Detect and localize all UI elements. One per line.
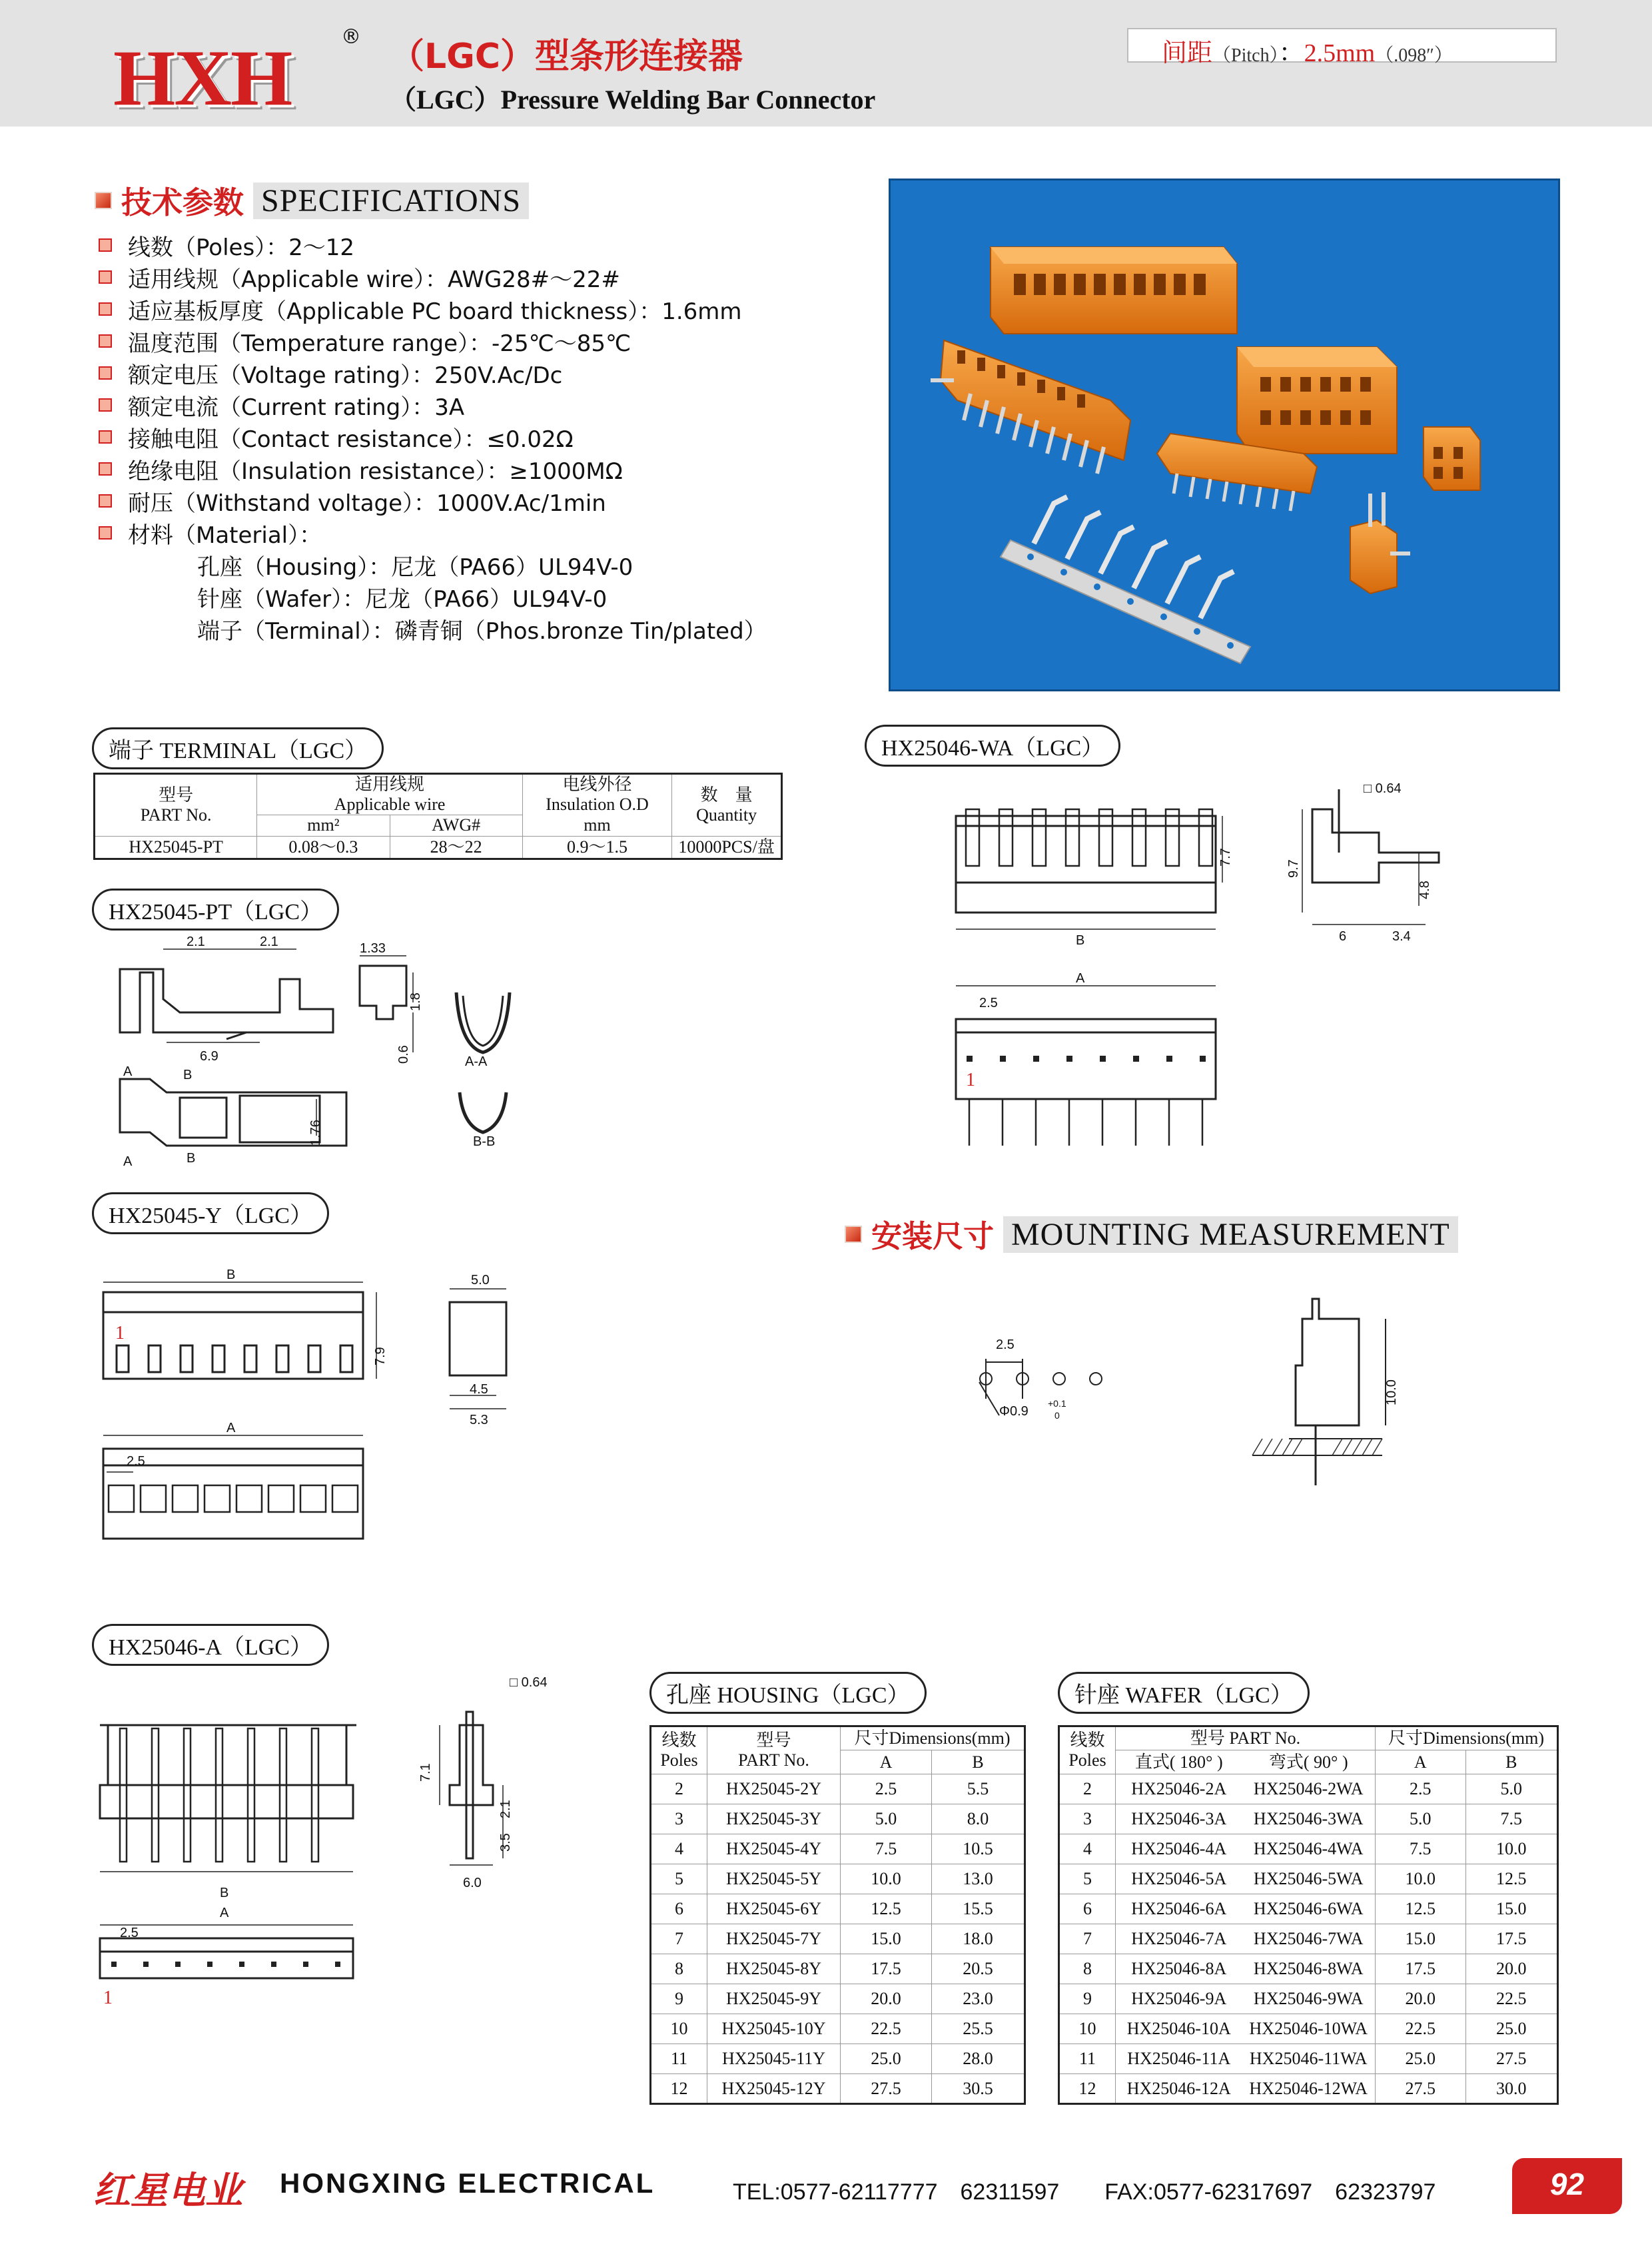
dim-mount-tol0: 0 [1054, 1410, 1060, 1421]
specs-heading-cn: 技术参数 [121, 185, 244, 220]
spec-text: 线数（Poles）：2～12 [128, 234, 355, 261]
table-cell: HX25046-4WA [1242, 1834, 1376, 1864]
table-cell: 8.0 [932, 1804, 1025, 1834]
pitch-label-cn: 间距 [1162, 39, 1213, 67]
table-cell: 12.5 [841, 1894, 932, 1924]
table-cell: 22.5 [1465, 1984, 1557, 2014]
table-cell: 5.0 [841, 1804, 932, 1834]
wafer-table-body [1059, 1774, 1558, 2104]
housing-drawing [97, 1266, 563, 1559]
table-row [651, 1834, 1025, 1864]
table-cell: 27.5 [841, 2074, 932, 2104]
table-cell: 23.0 [932, 1984, 1025, 2014]
table-cell: HX25046-5WA [1242, 1864, 1376, 1894]
wafer-table [1058, 1725, 1559, 2105]
th-qty-cn: 数 量 [700, 785, 753, 805]
table-cell: HX25045-7Y [707, 1924, 841, 1954]
table-cell: 15.5 [932, 1894, 1025, 1924]
table-cell: HX25046-12A [1116, 2074, 1242, 2104]
housing-12p-photo [991, 247, 1237, 334]
table-row [1059, 1954, 1558, 1984]
spec-text: 耐压（Withstand voltage）：1000V.Ac/1min [128, 490, 606, 517]
table-cell: HX25046-10A [1116, 2014, 1242, 2044]
bullet-square-icon [99, 430, 112, 444]
table-cell: 15.0 [1465, 1894, 1557, 1924]
table-row [1059, 2074, 1558, 2104]
table-cell: 25.0 [1465, 2014, 1557, 2044]
bullet-square-icon [99, 398, 112, 412]
spec-row [99, 325, 767, 357]
dim-wa-a: A [1076, 971, 1085, 986]
table-cell: HX25046-8WA [1242, 1954, 1376, 1984]
table-cell: 28.0 [932, 2044, 1025, 2074]
dim-wa-4-8: 4.8 [1418, 881, 1432, 899]
table-cell: HX25046-2WA [1242, 1774, 1376, 1804]
table-cell: 9 [1059, 1984, 1116, 2014]
pitch-colon: ： [1278, 39, 1304, 67]
table-cell: 12 [1059, 2074, 1116, 2104]
wafer-angle-drawing [946, 773, 1465, 1152]
th-wire-cn: 适用线规 [355, 775, 425, 794]
dim-2-1b: 2.1 [260, 934, 278, 949]
table-cell: 11 [1059, 2044, 1116, 2074]
table-row [651, 1804, 1025, 1834]
terminal-strip-photo [1001, 497, 1250, 663]
dim-y-7-9: 7.9 [373, 1347, 388, 1365]
table-cell: 20.0 [1376, 1984, 1466, 2014]
table-row [1059, 1774, 1558, 1804]
th-b: B [1465, 1750, 1557, 1774]
table-cell: HX25045-5Y [707, 1864, 841, 1894]
a-pill: HX25046-A（LGC） [92, 1624, 329, 1666]
pin1-marker: 1 [966, 1070, 975, 1090]
th-poles-cn: 线数 [1070, 1730, 1105, 1750]
table-cell: HX25046-8A [1116, 1954, 1242, 1984]
dim-2-1a: 2.1 [187, 934, 205, 949]
table-row [1059, 2044, 1558, 2074]
table-row [1059, 1864, 1558, 1894]
connector-photo-illustration [891, 181, 1558, 689]
table-cell: 25.5 [932, 2014, 1025, 2044]
table-cell: 17.5 [841, 1954, 932, 1984]
th-b: B [932, 1750, 1025, 1774]
label-a1-bottom: A [123, 1154, 133, 1169]
table-row [1059, 1924, 1558, 1954]
table-cell: HX25046-9WA [1242, 1984, 1376, 2014]
table-cell: HX25046-3A [1116, 1804, 1242, 1834]
table-cell: 5.5 [932, 1774, 1025, 1804]
housing-table-body [651, 1774, 1025, 2104]
table-row [651, 2044, 1025, 2074]
table-cell: 3 [651, 1804, 707, 1834]
dim-y-4-5: 4.5 [470, 1382, 488, 1397]
mounting-heading [845, 1212, 1458, 1256]
table-cell: 20.0 [841, 1984, 932, 2014]
footer-company-cn: 红星电业 [93, 2169, 242, 2213]
table-cell: 10 [1059, 2014, 1116, 2044]
cell-qty: 10000PCS/盘 [678, 837, 775, 857]
table-row [1059, 1804, 1558, 1834]
table-cell: 10.0 [1376, 1864, 1466, 1894]
table-cell: 5.0 [1465, 1774, 1557, 1804]
spec-row [99, 357, 767, 389]
cell-od: 0.9～1.5 [522, 836, 671, 859]
wafer-single-photo [1350, 492, 1410, 593]
terminal-pill: 端子 TERMINAL（LGC） [92, 727, 384, 769]
bullet-square-icon [99, 462, 112, 476]
spec-row [99, 453, 767, 485]
footer-contacts: TEL:0577-62117777 62311597 FAX:0577-62317697 62323797 [733, 2179, 1436, 2205]
dim-wa-b: B [1076, 933, 1085, 948]
table-cell: HX25046-12WA [1242, 2074, 1376, 2104]
table-cell: 12 [651, 2074, 707, 2104]
table-cell: 25.0 [1376, 2044, 1466, 2074]
dim-1-8: 1.8 [408, 992, 423, 1011]
table-row [1059, 1894, 1558, 1924]
pitch-label-en: （Pitch） [1212, 45, 1279, 66]
table-cell: 15.0 [1376, 1924, 1466, 1954]
table-cell: HX25046-11A [1116, 2044, 1242, 2074]
spec-row [99, 229, 767, 261]
table-cell: 2 [1059, 1774, 1116, 1804]
spec-text: 适应基板厚度（Applicable PC board thickness）：1.6mm [128, 298, 742, 325]
th-od-en: Insulation O.D [546, 795, 649, 815]
table-cell: 25.0 [841, 2044, 932, 2074]
dim-a-a: A [220, 1906, 229, 1920]
th-angle: 弯式( 90° ) [1242, 1750, 1376, 1774]
section-square-icon [95, 192, 112, 209]
table-cell: 10 [651, 2014, 707, 2044]
table-row [651, 1864, 1025, 1894]
dim-a-2-5: 2.5 [120, 1926, 139, 1940]
spec-row [99, 293, 767, 325]
mounting-drawing [959, 1292, 1439, 1505]
dim-a-6-0: 6.0 [463, 1876, 482, 1890]
table-cell: 5 [1059, 1864, 1116, 1894]
th-poles-en: Poles [1068, 1750, 1106, 1770]
th-part-cn: 型号 [159, 785, 194, 805]
table-cell: 8 [1059, 1954, 1116, 1984]
th-part-cn: 型号 [756, 1730, 791, 1750]
dim-mount-2-5: 2.5 [996, 1337, 1015, 1352]
table-cell: 13.0 [932, 1864, 1025, 1894]
table-cell: 20.5 [932, 1954, 1025, 1984]
table-cell: HX25046-5A [1116, 1864, 1242, 1894]
spec-text: 接触电阻（Contact resistance）：≤0.02Ω [128, 426, 574, 453]
table-cell: 3 [1059, 1804, 1116, 1834]
dim-a-3-5: 3.5 [498, 1833, 513, 1852]
dim-mount-tol: +0.1 [1048, 1398, 1066, 1409]
footer-company-en: HONGXING ELECTRICAL [280, 2167, 655, 2199]
dim-a-b: B [220, 1886, 229, 1900]
bullet-square-icon [99, 526, 112, 540]
cell-part: HX25045-PT [95, 836, 257, 859]
product-photo [889, 179, 1560, 691]
label-b1-bottom: B [187, 1151, 196, 1166]
table-cell: 12.5 [1465, 1864, 1557, 1894]
table-cell: 5.0 [1376, 1804, 1466, 1834]
table-cell: 17.5 [1376, 1954, 1466, 1984]
table-row [651, 2074, 1025, 2104]
table-cell: 6 [651, 1894, 707, 1924]
spec-row [99, 421, 767, 453]
table-row [1059, 1834, 1558, 1864]
th-qty-en: Quantity [696, 805, 757, 825]
label-a1-top: A [123, 1064, 133, 1079]
housing-pill: 孔座 HOUSING（LGC） [649, 1672, 927, 1714]
material-terminal: 端子（Terminal）：磷青铜（Phos.bronze Tin/plated） [197, 617, 767, 645]
table-cell: HX25046-10WA [1242, 2014, 1376, 2044]
dim-wa-7-7: 7.7 [1218, 848, 1233, 867]
pitch-badge [1127, 28, 1557, 67]
housing-table [649, 1725, 1026, 2105]
label-b1-top: B [183, 1068, 193, 1082]
table-cell: HX25045-10Y [707, 2014, 841, 2044]
table-cell: 5 [651, 1864, 707, 1894]
spec-text: 额定电压（Voltage rating）：250V.Ac/Dc [128, 362, 563, 389]
bullet-square-icon [99, 494, 112, 508]
dim-y-2-5: 2.5 [127, 1454, 145, 1469]
housing-small-photo [1424, 427, 1480, 490]
spec-text: 适用线规（Applicable wire）：AWG28#～22# [128, 266, 620, 293]
spec-text: 温度范围（Temperature range）：-25℃～85℃ [128, 330, 631, 357]
table-cell: 17.5 [1465, 1924, 1557, 1954]
th-od-cn: 电线外径 [562, 775, 632, 795]
pt-pill: HX25045-PT（LGC） [92, 889, 339, 931]
dim-wa-3-4: 3.4 [1392, 929, 1411, 944]
table-cell: 9 [651, 1984, 707, 2014]
table-cell: 27.5 [1465, 2044, 1557, 2074]
table-cell: 10.0 [841, 1864, 932, 1894]
table-row [651, 1954, 1025, 1984]
dim-wa-2-5: 2.5 [979, 996, 998, 1010]
th-a: A [1376, 1750, 1466, 1774]
pin1-marker: 1 [115, 1323, 125, 1343]
dim-y-5-0: 5.0 [471, 1273, 490, 1288]
table-cell: HX25046-6A [1116, 1894, 1242, 1924]
table-cell: 2.5 [1376, 1774, 1466, 1804]
spec-row [99, 261, 767, 293]
spec-row [99, 485, 767, 517]
table-row [651, 1894, 1025, 1924]
material-housing: 孔座（Housing）：尼龙（PA66）UL94V-0 [197, 554, 633, 581]
table-cell: 20.0 [1465, 1954, 1557, 1984]
spec-text: 额定电流（Current rating）：3A [128, 394, 465, 421]
th-a: A [841, 1750, 932, 1774]
table-cell: HX25045-8Y [707, 1954, 841, 1984]
dim-6-9: 6.9 [200, 1049, 218, 1064]
terminal-drawing [100, 933, 533, 1186]
y-pill: HX25045-Y（LGC） [92, 1192, 329, 1234]
table-cell: HX25045-6Y [707, 1894, 841, 1924]
th-poles-cn: 线数 [661, 1730, 697, 1750]
section-square-icon [845, 1226, 862, 1243]
table-cell: 10.0 [1465, 1834, 1557, 1864]
th-mm: mm² [257, 815, 390, 836]
dim-y-a: A [226, 1421, 236, 1435]
th-straight: 直式( 180° ) [1116, 1750, 1242, 1774]
specs-heading [95, 179, 529, 222]
brand-logo: HXH [113, 33, 292, 122]
table-cell: 2.5 [841, 1774, 932, 1804]
pitch-inch: （.098″） [1375, 45, 1453, 66]
table-cell: 15.0 [841, 1924, 932, 1954]
spec-text: 绝缘电阻（Insulation resistance）：≥1000MΩ [128, 458, 623, 485]
housing-double-photo [1237, 347, 1397, 454]
spec-row [99, 517, 767, 549]
th-poles-en: Poles [660, 1750, 698, 1770]
th-part-en: PART No. [140, 805, 212, 825]
th-wire-en: Applicable wire [334, 794, 446, 814]
th-od-unit: mm [522, 815, 671, 836]
bullet-square-icon [99, 302, 112, 316]
dim-a-7-1: 7.1 [418, 1763, 433, 1782]
bullet-square-icon [99, 270, 112, 284]
page-title-en: （LGC）Pressure Welding Bar Connector [390, 85, 876, 115]
spec-text: 材料（Material）： [128, 522, 322, 549]
table-row [1059, 2014, 1558, 2044]
mounting-heading-en: MOUNTING MEASUREMENT [1003, 1216, 1458, 1253]
table-cell: HX25045-12Y [707, 2074, 841, 2104]
table-cell: HX25046-3WA [1242, 1804, 1376, 1834]
table-cell: HX25046-7WA [1242, 1924, 1376, 1954]
table-cell: HX25046-11WA [1242, 2044, 1376, 2074]
table-cell: 7.5 [841, 1834, 932, 1864]
dim-a-2-1: 2.1 [498, 1800, 513, 1818]
specs-heading-en: SPECIFICATIONS [253, 183, 529, 219]
registered-mark: ® [341, 25, 361, 49]
table-cell: 11 [651, 2044, 707, 2074]
table-cell: 30.5 [932, 2074, 1025, 2104]
table-row [651, 1924, 1025, 1954]
table-cell: 18.0 [932, 1924, 1025, 1954]
dim-y-b: B [226, 1268, 236, 1282]
table-cell: HX25046-2A [1116, 1774, 1242, 1804]
th-dimensions: 尺寸Dimensions(mm) [841, 1726, 1025, 1750]
wafer-straight-drawing [93, 1672, 586, 2008]
table-cell: 6 [1059, 1894, 1116, 1924]
cell-mm: 0.08～0.3 [257, 836, 390, 859]
table-cell: HX25046-7A [1116, 1924, 1242, 1954]
bullet-square-icon [99, 334, 112, 348]
dim-mount-hole: Φ0.9 [999, 1404, 1029, 1419]
table-cell: 8 [651, 1954, 707, 1984]
table-cell: HX25045-3Y [707, 1804, 841, 1834]
cell-awg: 28～22 [390, 836, 522, 859]
specs-list [99, 229, 767, 645]
pin1-marker: 1 [103, 1988, 113, 2008]
table-row [1059, 1984, 1558, 2014]
page-title-cn: （LGC）型条形连接器 [390, 37, 743, 77]
table-cell: 7.5 [1465, 1804, 1557, 1834]
dim-1-33: 1.33 [360, 941, 386, 956]
table-row [95, 836, 782, 859]
table-cell: 10.5 [932, 1834, 1025, 1864]
table-cell: 7 [651, 1924, 707, 1954]
label-section-aa: A-A [465, 1054, 488, 1069]
table-row [651, 1774, 1025, 1804]
wafer-pill: 针座 WAFER（LGC） [1058, 1672, 1310, 1714]
th-part: 型号 PART No. [1116, 1726, 1376, 1750]
table-cell: HX25046-9A [1116, 1984, 1242, 2014]
table-cell: HX25046-6WA [1242, 1894, 1376, 1924]
table-row [651, 2014, 1025, 2044]
th-part-en: PART No. [738, 1750, 809, 1770]
table-cell: HX25045-11Y [707, 2044, 841, 2074]
table-cell: 4 [651, 1834, 707, 1864]
bullet-square-icon [99, 366, 112, 380]
table-cell: 2 [651, 1774, 707, 1804]
dim-mount-10-0: 10.0 [1384, 1379, 1399, 1405]
pitch-value: 2.5mm [1304, 39, 1376, 67]
table-cell: 7.5 [1376, 1834, 1466, 1864]
table-cell: 27.5 [1376, 2074, 1466, 2104]
dim-a-0-64: □ 0.64 [510, 1675, 548, 1690]
table-cell: 12.5 [1376, 1894, 1466, 1924]
page-number: 92 [1512, 2158, 1622, 2214]
wafer-angle-photo [931, 340, 1130, 474]
table-cell: HX25045-9Y [707, 1984, 841, 2014]
mounting-heading-cn: 安装尺寸 [871, 1218, 994, 1254]
table-cell: HX25045-2Y [707, 1774, 841, 1804]
table-cell: HX25045-4Y [707, 1834, 841, 1864]
material-wafer: 针座（Wafer）：尼龙（PA66）UL94V-0 [197, 585, 608, 613]
wa-pill: HX25046-WA（LGC） [865, 725, 1120, 767]
dim-wa-9-7: 9.7 [1286, 859, 1301, 878]
bullet-square-icon [99, 238, 112, 252]
table-cell: 4 [1059, 1834, 1116, 1864]
dim-wa-6: 6 [1339, 929, 1347, 944]
th-awg: AWG# [390, 815, 522, 836]
table-cell: HX25046-4A [1116, 1834, 1242, 1864]
table-row [651, 1984, 1025, 2014]
terminal-table [93, 773, 783, 860]
dim-y-5-3: 5.3 [470, 1413, 488, 1427]
dim-wa-0-64: □ 0.64 [1364, 781, 1402, 796]
table-cell: 7 [1059, 1924, 1116, 1954]
spec-row [99, 389, 767, 421]
table-cell: 22.5 [841, 2014, 932, 2044]
dim-0-6: 0.6 [396, 1045, 411, 1064]
label-section-bb: B-B [473, 1134, 496, 1149]
th-dimensions: 尺寸Dimensions(mm) [1376, 1726, 1558, 1750]
dim-1-76: 1.76 [308, 1120, 323, 1146]
table-cell: 22.5 [1376, 2014, 1466, 2044]
table-cell: 30.0 [1465, 2074, 1557, 2104]
